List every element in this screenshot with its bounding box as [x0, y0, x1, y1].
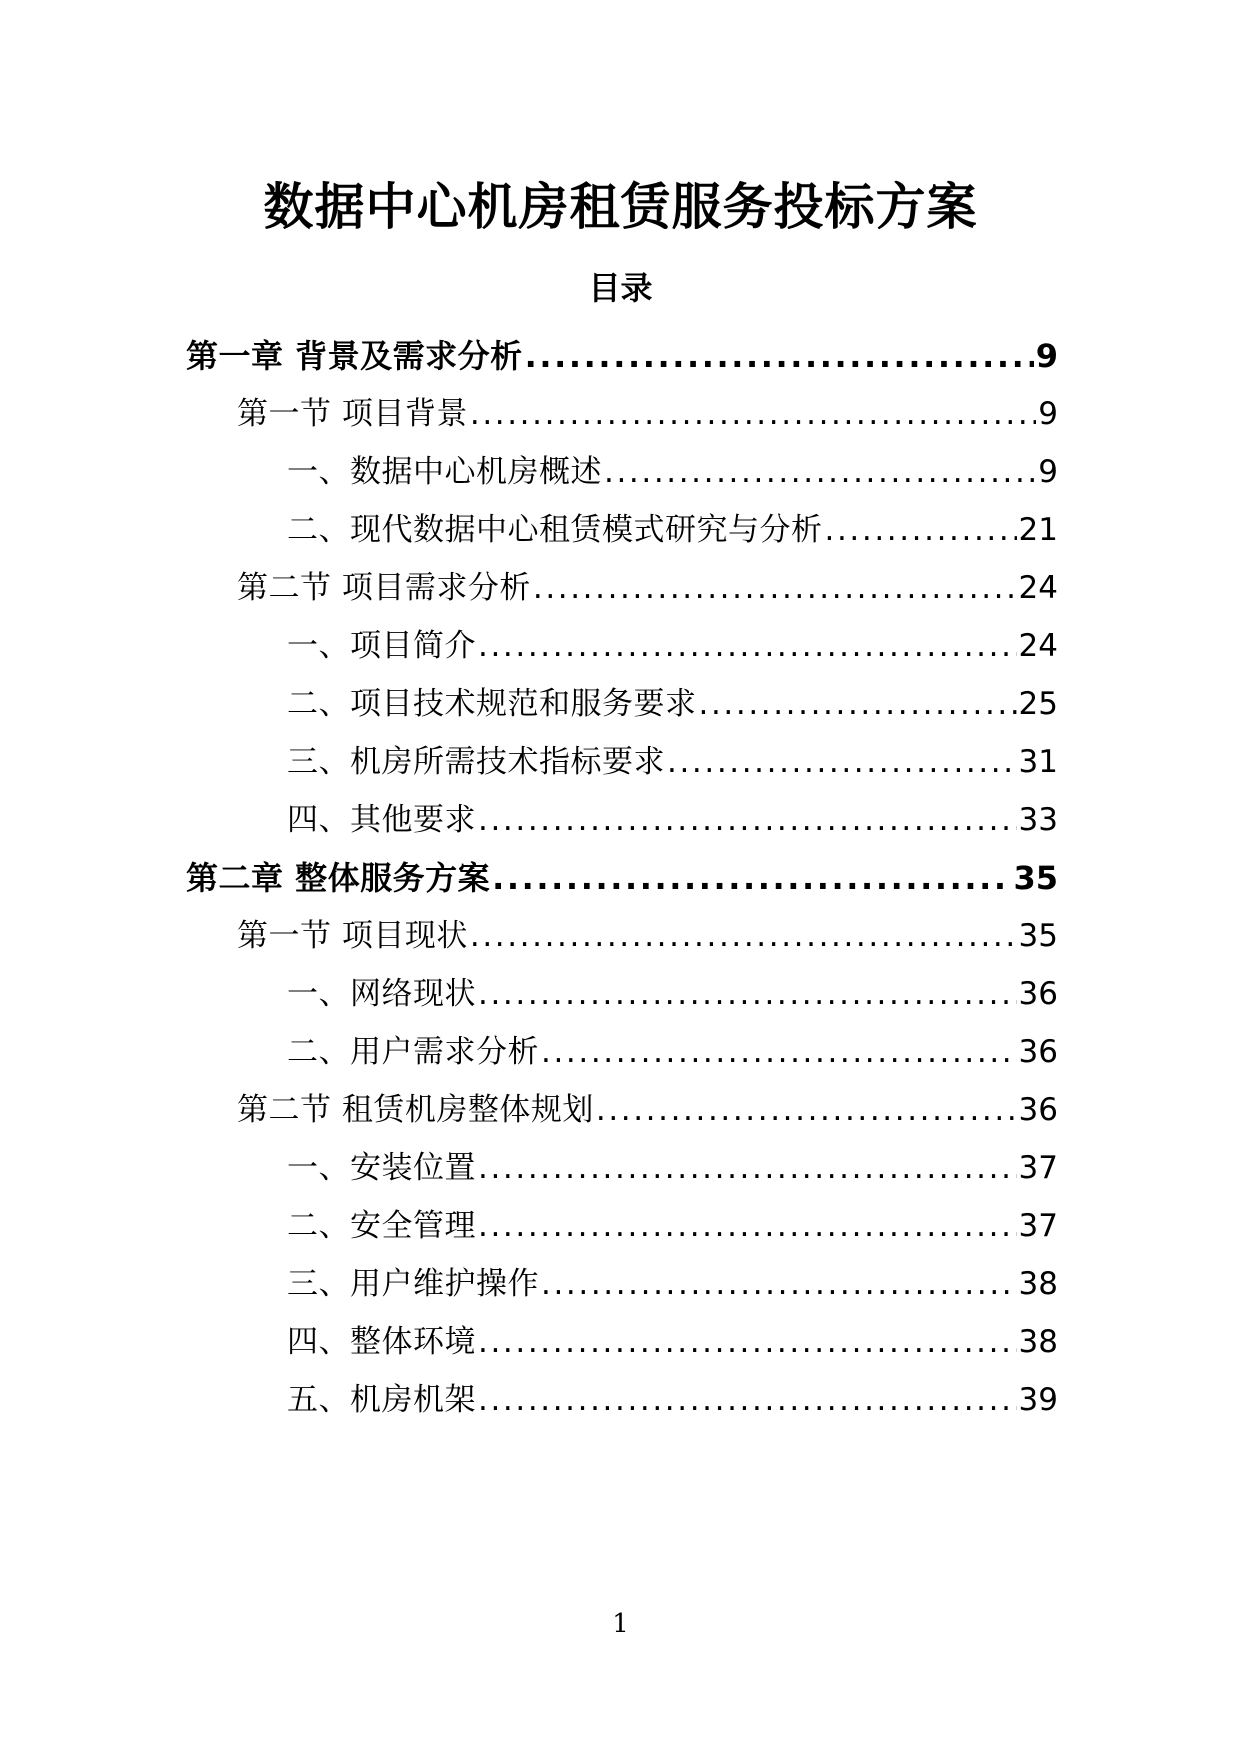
toc-entry-subsection[interactable]	[287, 1198, 1058, 1254]
toc-dot-leader	[699, 676, 1017, 732]
toc-entry-label: 四、整体环境	[287, 1324, 476, 1360]
toc-entry-page: 36	[1018, 1092, 1058, 1128]
toc-entry-section[interactable]	[237, 386, 1058, 442]
toc-entry-subsection[interactable]	[287, 676, 1058, 732]
toc-entry-subsection[interactable]	[287, 966, 1058, 1022]
toc-dot-leader	[825, 502, 1017, 558]
toc-entry-subsection[interactable]	[287, 1024, 1058, 1080]
toc-entry-subsection[interactable]	[287, 444, 1058, 500]
toc-dot-leader	[470, 908, 1017, 964]
toc-dot-leader	[478, 1372, 1017, 1428]
toc-dot-leader	[604, 444, 1036, 500]
toc-entry-subsection[interactable]	[287, 1372, 1058, 1428]
toc-dot-leader	[478, 618, 1017, 674]
toc-entry-label: 二、项目技术规范和服务要求	[287, 686, 697, 722]
toc-entry-label: 一、安装位置	[287, 1150, 476, 1186]
toc-entry-label: 第一节 项目现状	[237, 918, 468, 954]
toc-entry-label: 第二节 租赁机房整体规划	[237, 1092, 594, 1128]
toc-entry-label: 第一章 背景及需求分析	[186, 337, 523, 375]
toc-entry-subsection[interactable]	[287, 792, 1058, 848]
toc-entry-page: 24	[1018, 628, 1058, 664]
toc-entry-subsection[interactable]	[287, 1140, 1058, 1196]
toc-entry-chapter[interactable]	[186, 850, 1058, 906]
toc-entry-label: 三、用户维护操作	[287, 1266, 539, 1302]
toc-dot-leader	[525, 328, 1034, 384]
toc-entry-page: 36	[1018, 1034, 1058, 1070]
toc-entry-label: 二、安全管理	[287, 1208, 476, 1244]
toc-entry-label: 第二章 整体服务方案	[186, 859, 491, 897]
toc-dot-leader	[533, 560, 1017, 616]
toc-heading: 目录	[588, 269, 653, 307]
toc-entry-label: 二、用户需求分析	[287, 1034, 539, 1070]
toc-dot-leader	[492, 850, 1011, 906]
toc-dot-leader	[478, 1314, 1017, 1370]
toc-dot-leader	[478, 792, 1017, 848]
toc-entry-chapter[interactable]	[186, 328, 1058, 384]
toc-entry-page: 37	[1018, 1208, 1058, 1244]
toc-entry-subsection[interactable]	[287, 1314, 1058, 1370]
toc-dot-leader	[596, 1082, 1017, 1138]
toc-entry-subsection[interactable]	[287, 618, 1058, 674]
toc-entry-page: 24	[1018, 570, 1058, 606]
toc-entry-subsection[interactable]	[287, 734, 1058, 790]
toc-entry-page: 9	[1035, 337, 1058, 375]
toc-entry-page: 37	[1018, 1150, 1058, 1186]
toc-entry-label: 二、现代数据中心租赁模式研究与分析	[287, 512, 823, 548]
toc-entry-page: 21	[1018, 512, 1058, 548]
toc-entry-label: 一、网络现状	[287, 976, 476, 1012]
toc-dot-leader	[478, 1198, 1017, 1254]
toc-entry-section[interactable]	[237, 560, 1058, 616]
toc-entry-section[interactable]	[237, 908, 1058, 964]
toc-entry-label: 第二节 项目需求分析	[237, 570, 531, 606]
toc-entry-subsection[interactable]	[287, 1256, 1058, 1312]
toc-entry-page: 38	[1018, 1266, 1058, 1302]
toc-entry-section[interactable]	[237, 1082, 1058, 1138]
toc-entry-label: 三、机房所需技术指标要求	[287, 744, 665, 780]
toc-entry-page: 35	[1013, 859, 1058, 897]
toc-entry-label: 第一节 项目背景	[237, 396, 468, 432]
toc-entry-page: 31	[1018, 744, 1058, 780]
toc-entry-label: 一、项目简介	[287, 628, 476, 664]
document-title: 数据中心机房租赁服务投标方案	[263, 178, 978, 236]
toc-dot-leader	[541, 1256, 1017, 1312]
toc-entry-label: 一、数据中心机房概述	[287, 454, 602, 490]
toc-entry-page: 9	[1038, 454, 1058, 490]
toc-dot-leader	[667, 734, 1017, 790]
toc-entry-label: 五、机房机架	[287, 1382, 476, 1418]
toc-entry-subsection[interactable]	[287, 502, 1058, 558]
toc-dot-leader	[470, 386, 1036, 442]
toc-entry-page: 25	[1018, 686, 1058, 722]
toc-dot-leader	[478, 1140, 1017, 1196]
toc-entry-page: 9	[1038, 396, 1058, 432]
toc-entry-page: 38	[1018, 1324, 1058, 1360]
toc-dot-leader	[478, 966, 1017, 1022]
toc-dot-leader	[541, 1024, 1017, 1080]
toc-entry-page: 33	[1018, 802, 1058, 838]
toc-entry-page: 35	[1018, 918, 1058, 954]
toc-entry-page: 39	[1018, 1382, 1058, 1418]
toc-entry-page: 36	[1018, 976, 1058, 1012]
toc-entry-label: 四、其他要求	[287, 802, 476, 838]
page-number: 1	[612, 1609, 629, 1639]
